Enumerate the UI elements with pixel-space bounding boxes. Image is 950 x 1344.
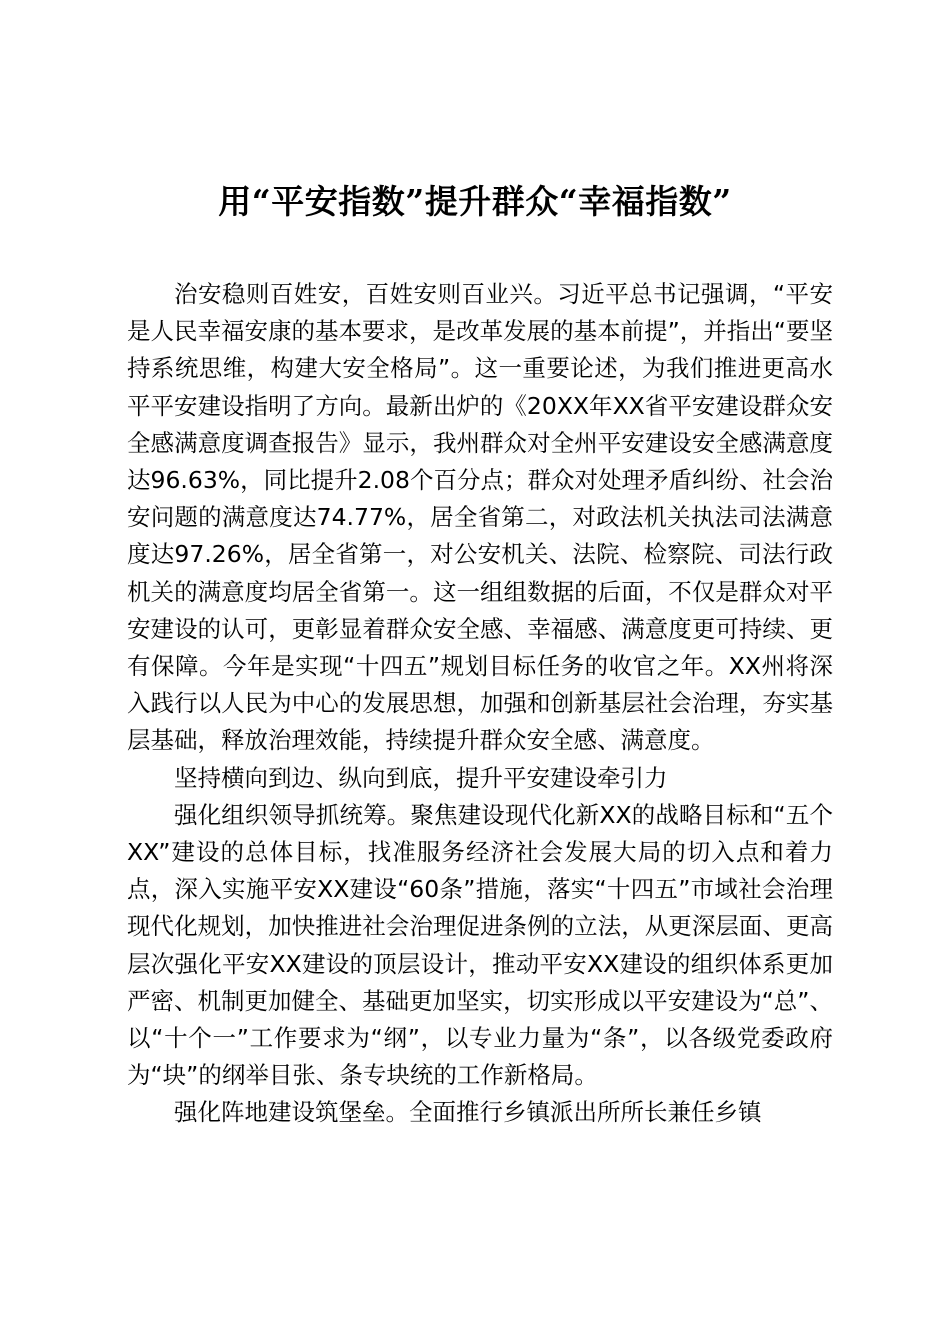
body-paragraph-positions: 强化阵地建设筑堡垒。全面推行乡镇派出所所长兼任乡镇 [174,1098,762,1127]
document-title: 用“平安指数”提升群众“幸福指数” [218,182,732,221]
body-paragraph-intro: 治安稳则百姓安，百姓安则百业兴。习近平总书记强调，“平安是人民幸福安康的基本要求，是改革发展的基本前提”，并指出“要坚持系统思维，构建大安全格局”。这一重要论述，为我们推进更高水平平安建设指明了方向。最新出炉的《20XX年XX省平安建设群众安全感满意度调查报告》显示，我州群众对全州平安建设安全感满意度达96.63%，同比提升2.08个百分点；群众对处理矛盾纠纷、社会治安问题的满意度达74.77%，居全省第二，对政法机关执法司法满意度达97.26%，居全省第一，对公安机关、法院、检察院、司法行政机关的满意度均居全省第一。这一组组数据的后面，不仅是群众对平安建设的认可，更彰显着群众安全感、幸福感、满意度更可持续、更有保障。今年是实现“十四五”规划目标任务的收官之年。XX州将深入践行以人民为中心的发展思想，加强和创新基层社会治理，夯实基层基础，释放治理效能，持续提升群众安全感、满意度。 [127,280,833,755]
body-paragraph-organization: 强化组织领导抓统筹。聚焦建设现代化新XX的战略目标和“五个XX”建设的总体目标，找准服务经济社会发展大局的切入点和着力点，深入实施平安XX建设“60条”措施，落实“十四五”市域社会治理现代化规划，加快推进社会治理促进条例的立法，从更深层面、更高层次强化平安XX建设的顶层设计，推动平安XX建设的组织体系更加严密、机制更加健全、基础更加坚实，切实形成以平安建设为“总”、以“十个一”工作要求为“纲”，以专业力量为“条”，以各级党委政府为“块”的纲举目张、条专块统的工作新格局。 [127,800,833,1090]
section-heading: 坚持横向到边、纵向到底，提升平安建设牵引力 [174,763,668,792]
document-body [127,276,833,1132]
